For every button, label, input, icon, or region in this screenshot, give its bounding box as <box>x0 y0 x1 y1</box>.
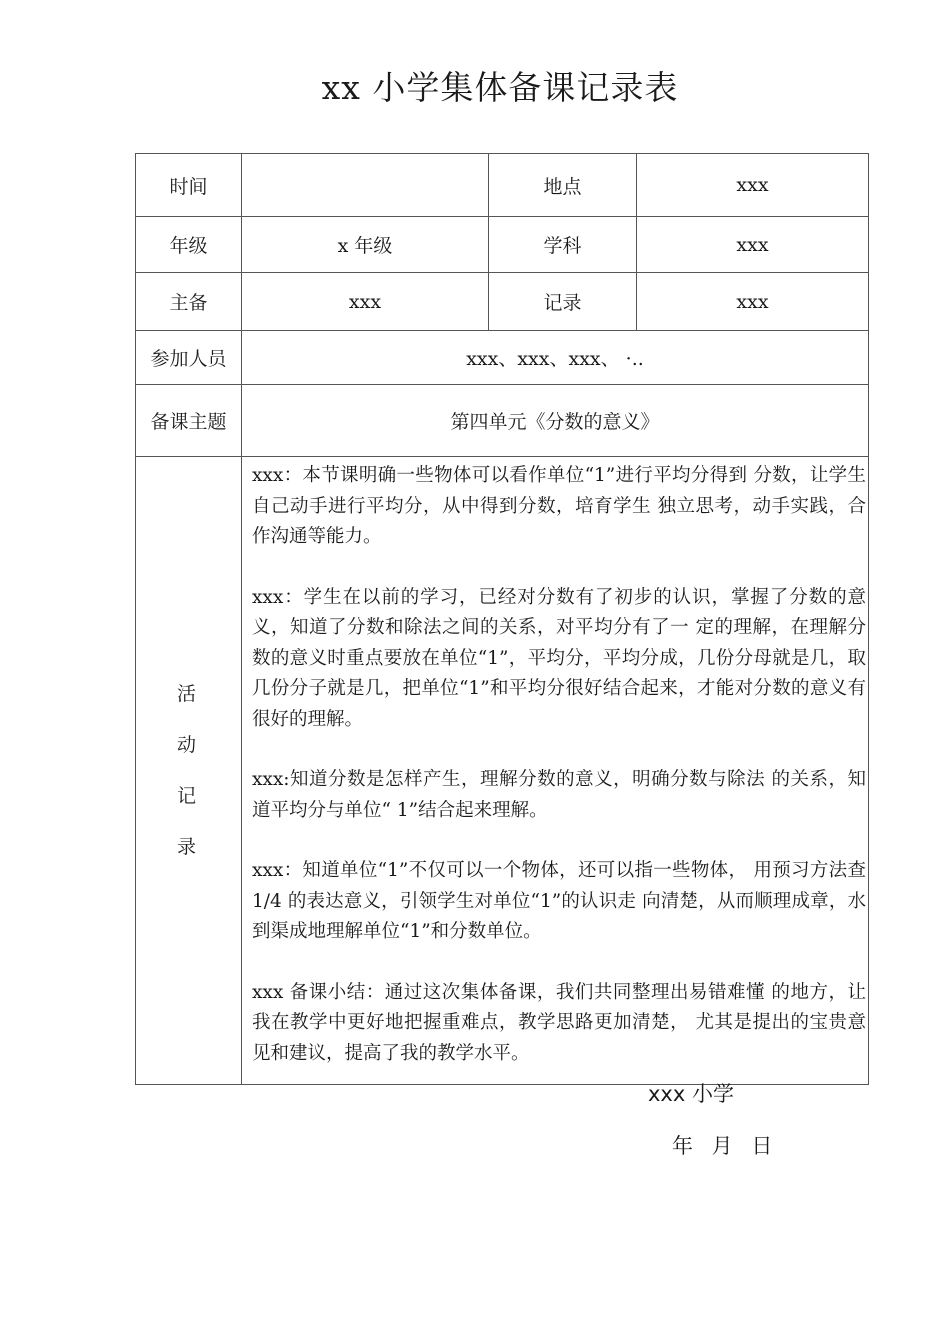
row-grade-subject <box>136 217 869 273</box>
activity-paragraph: xxx：知道单位“1”不仅可以一个物体，还可以指一些物体， 用预习方法查 1/4 的表达意义，引领学生对单位“1”的认识走 向清楚，从而顺理成章，水到渠成地理解单位“1”和分数单位。 <box>252 860 866 942</box>
activity-paragraph: xxx:知道分数是怎样产生，理解分数的意义，明确分数与除法 的关系，知道平均分与单位“ 1”结合起来理解。 <box>252 769 866 821</box>
footer-school-name: xxx 小学 <box>648 1082 734 1106</box>
place-value[interactable]: xxx <box>637 154 869 217</box>
grade-value[interactable]: x 年级 <box>242 217 489 273</box>
footer-date: 年 月 日 <box>672 1134 779 1158</box>
activity-paragraph: xxx：学生在以前的学习，已经对分数有了初步的认识，掌握了分数的意义，知道了分数和除法之间的关系，对平均分有了一 定的理解，在理解分数的意义时重点要放在单位“1”，平均分，平均分成，几份分母就是几，取几份分子就是几，把单位“1”和平均分很好结合起来，才能对分数的意义有很好的理解。 <box>252 586 866 730</box>
row-topic <box>136 385 869 457</box>
activity-paragraph: xxx 备课小结：通过这次集体备课，我们共同整理出易错难懂 的地方，让我在教学中更好地把握重难点，教学思路更加清楚， 尤其是提出的宝贵意见和建议，提高了我的教学水平。 <box>252 981 866 1064</box>
recorder-label: 记录 <box>489 273 637 331</box>
activity-record-content[interactable] <box>242 457 869 1085</box>
recorder-value[interactable]: xxx <box>637 273 869 331</box>
lead-value[interactable]: xxx <box>242 273 489 331</box>
activity-label-line1: 活 动 <box>176 682 214 756</box>
lead-label: 主备 <box>136 273 242 331</box>
lesson-record-table <box>135 153 869 1085</box>
subject-value[interactable]: xxx <box>637 217 869 273</box>
row-time-place <box>136 154 869 217</box>
page-title: xx 小学集体备课记录表 <box>321 68 679 107</box>
subject-label: 学科 <box>489 217 637 273</box>
time-label: 时间 <box>136 154 242 217</box>
place-label: 地点 <box>489 154 637 217</box>
activity-paragraph: xxx：本节课明确一些物体可以看作单位“1”进行平均分得到 分数，让学生自己动手进行平均分，从中得到分数，培育学生 独立思考，动手实践，合作沟通等能力。 <box>252 465 866 547</box>
row-lead-recorder <box>136 273 869 331</box>
row-activity-record <box>136 457 869 1085</box>
row-participants <box>136 331 869 385</box>
participants-value[interactable]: xxx、xxx、xxx、 ·.. <box>242 331 869 385</box>
activity-label-line2: 记 录 <box>176 784 214 858</box>
participants-label: 参加人员 <box>136 331 242 385</box>
time-value[interactable] <box>242 154 489 217</box>
topic-label: 备课主题 <box>136 385 242 457</box>
topic-value[interactable]: 第四单元《分数的意义》 <box>242 385 869 457</box>
grade-label: 年级 <box>136 217 242 273</box>
activity-record-label <box>136 457 242 1085</box>
